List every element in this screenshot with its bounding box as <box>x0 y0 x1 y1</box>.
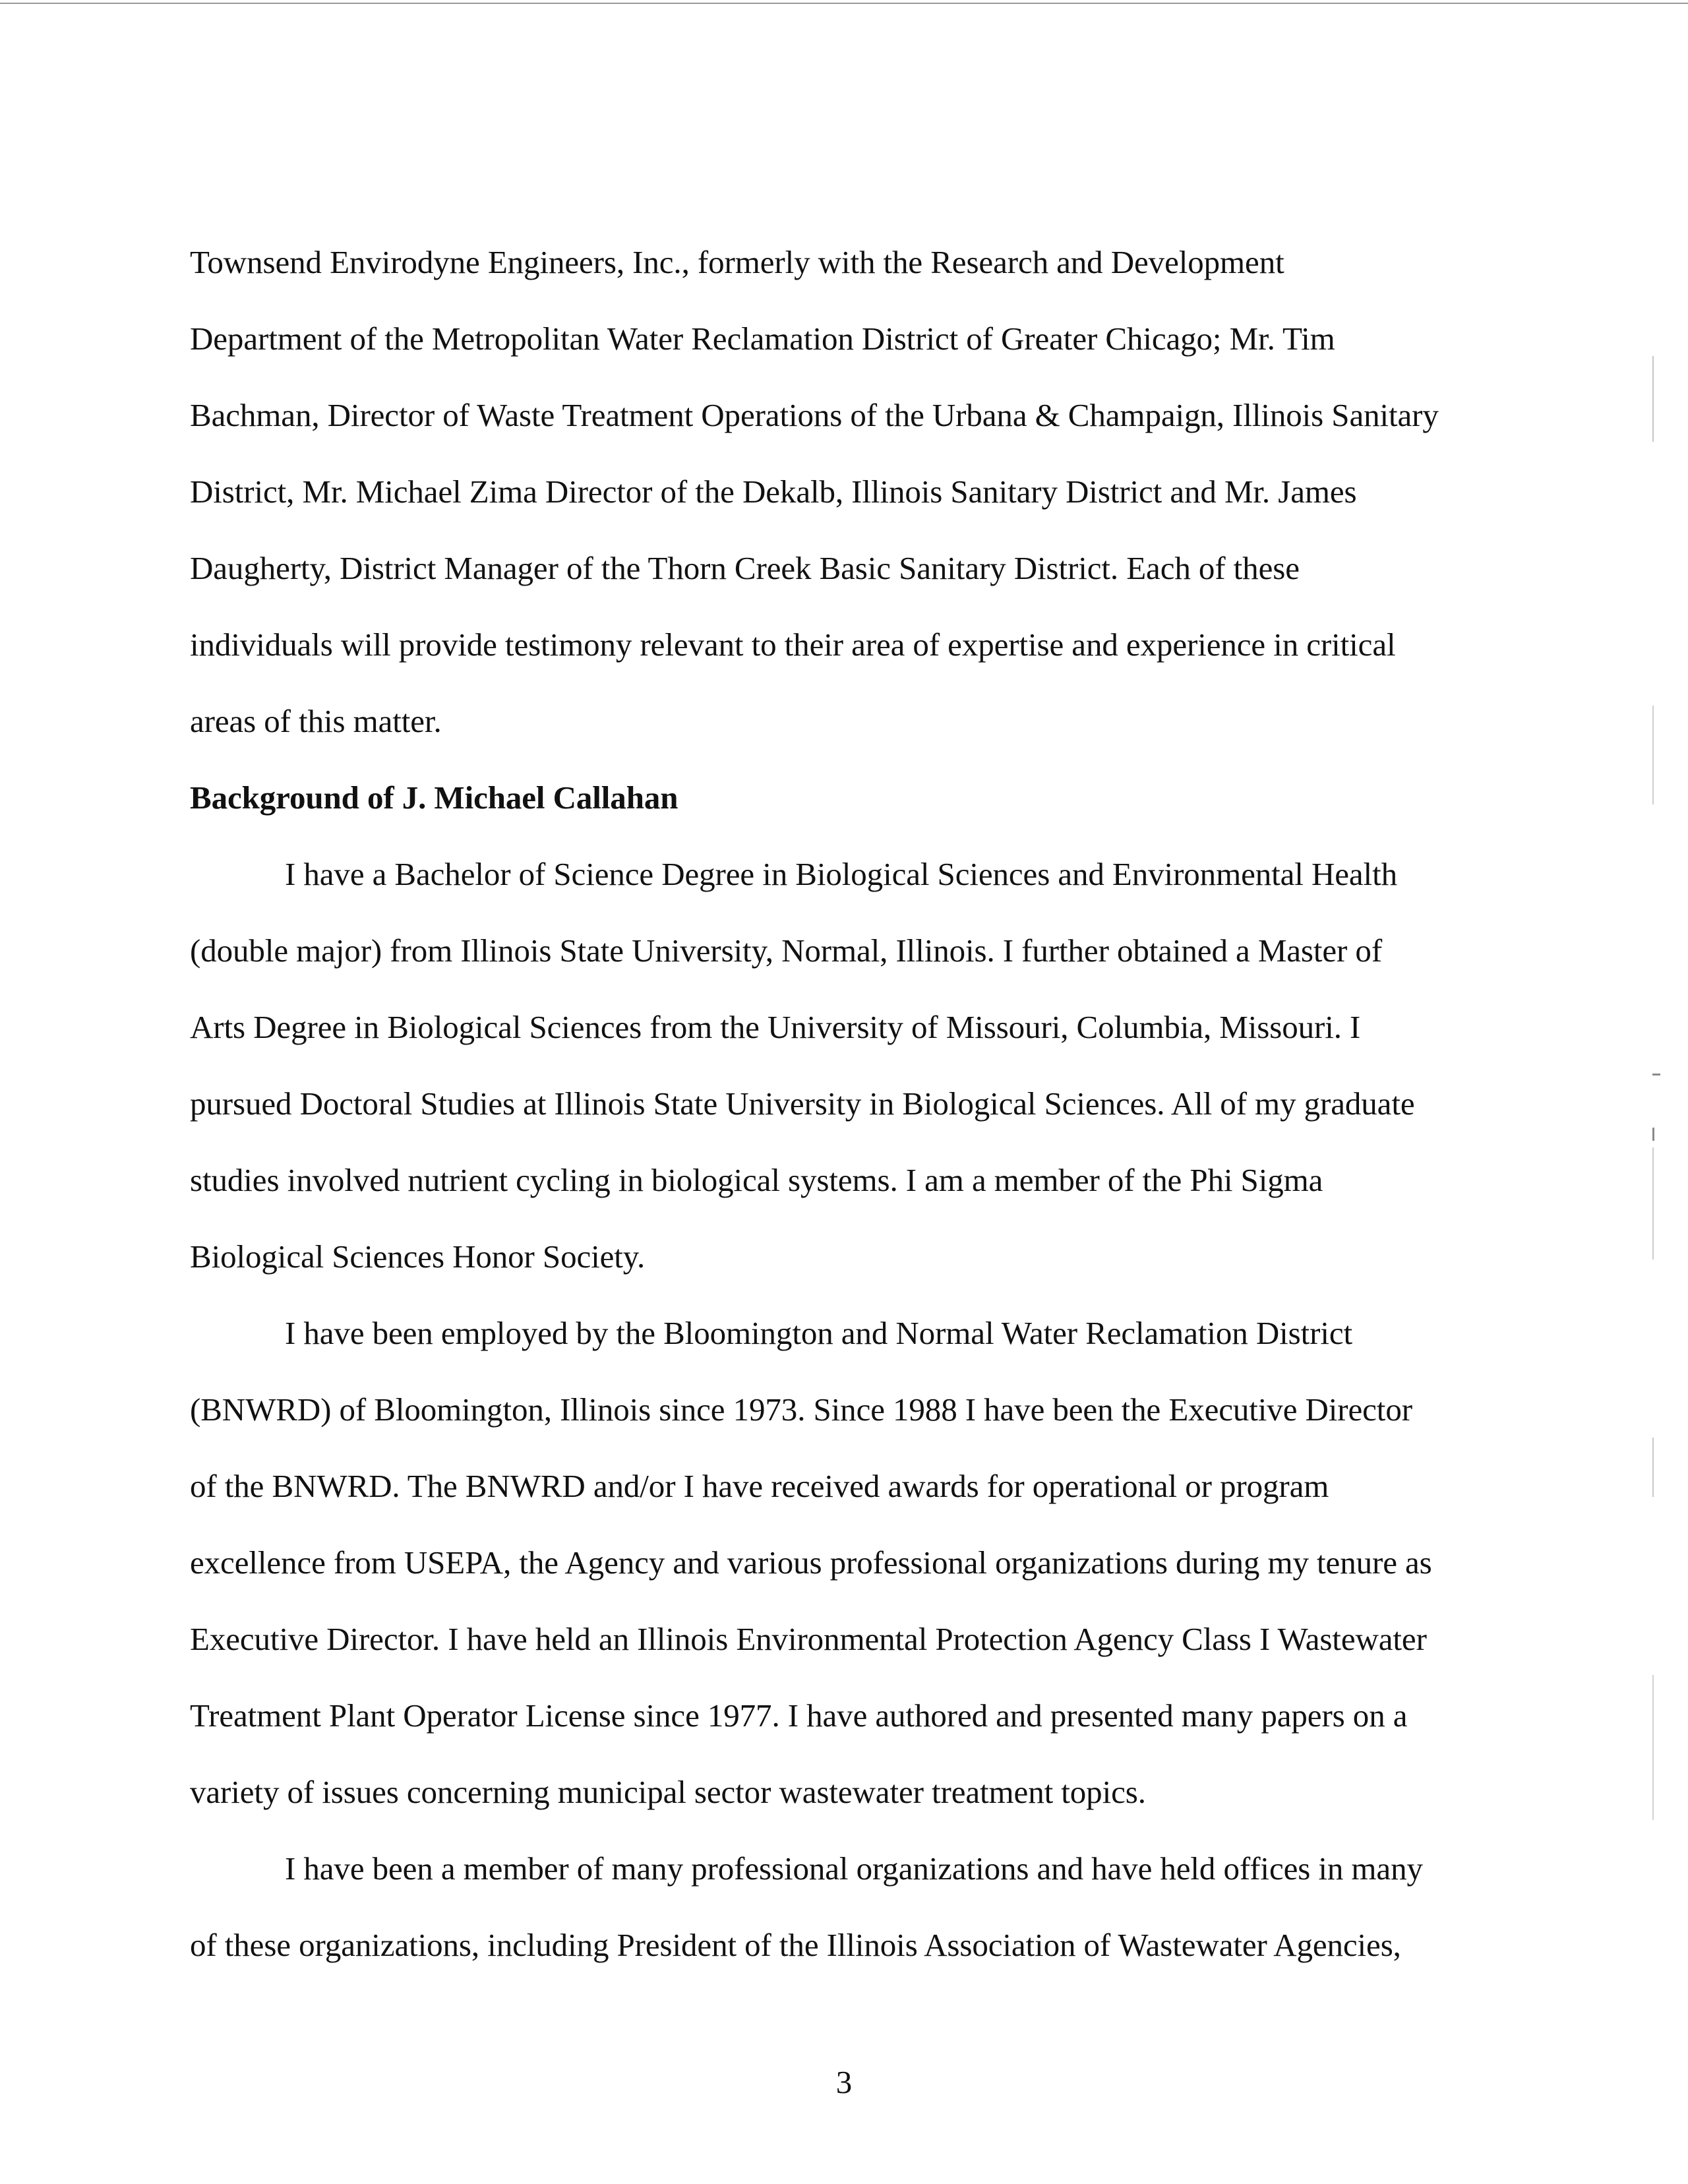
scan-artifact <box>1652 1675 1654 1820</box>
text-line: individuals will provide testimony relevant to their area of expertise and experience in critical <box>190 626 1396 663</box>
text-line: pursued Doctoral Studies at Illinois State University in Biological Sciences. All of my graduate <box>190 1085 1415 1122</box>
text-line: Bachman, Director of Waste Treatment Operations of the Urbana & Champaign, Illinois Sanitary <box>190 397 1439 433</box>
scan-top-edge <box>0 3 1688 4</box>
scan-artifact <box>1652 1438 1654 1497</box>
text-line: of the BNWRD. The BNWRD and/or I have received awards for operational or program <box>190 1468 1329 1504</box>
text-line: I have a Bachelor of Science Degree in Biological Sciences and Environmental Health <box>285 856 1397 892</box>
scan-artifact <box>1652 356 1654 442</box>
scan-artifact <box>1652 706 1654 804</box>
text-line: (double major) from Illinois State University, Normal, Illinois. I further obtained a Master of <box>190 932 1383 969</box>
scan-artifact <box>1652 1128 1654 1141</box>
text-line: excellence from USEPA, the Agency and various professional organizations during my tenure as <box>190 1544 1432 1581</box>
text-line: Department of the Metropolitan Water Reclamation District of Greater Chicago; Mr. Tim <box>190 320 1335 357</box>
text-line: variety of issues concerning municipal sector wastewater treatment topics. <box>190 1774 1146 1810</box>
text-line: (BNWRD) of Bloomington, Illinois since 1973. Since 1988 I have been the Executive Director <box>190 1391 1412 1428</box>
text-line: District, Mr. Michael Zima Director of the Dekalb, Illinois Sanitary District and Mr. James <box>190 473 1357 510</box>
section-heading: Background of J. Michael Callahan <box>190 779 678 816</box>
scan-artifact <box>1652 1074 1660 1076</box>
text-line: Daugherty, District Manager of the Thorn Creek Basic Sanitary District. Each of these <box>190 550 1300 586</box>
scan-artifact <box>1652 1147 1654 1259</box>
text-line: Treatment Plant Operator License since 1977. I have authored and presented many papers on a <box>190 1697 1408 1734</box>
text-line: Executive Director. I have held an Illinois Environmental Protection Agency Class I Wastewater <box>190 1621 1427 1657</box>
text-line: I have been a member of many professional organizations and have held offices in many <box>285 1850 1423 1887</box>
page-number: 3 <box>835 2064 853 2100</box>
text-line: Arts Degree in Biological Sciences from the University of Missouri, Columbia, Missouri. I <box>190 1009 1361 1045</box>
text-line: Townsend Envirodyne Engineers, Inc., formerly with the Research and Development <box>190 244 1284 280</box>
text-line: areas of this matter. <box>190 703 442 739</box>
text-line: of these organizations, including President of the Illinois Association of Wastewater Agencies, <box>190 1927 1401 1963</box>
text-line: studies involved nutrient cycling in biological systems. I am a member of the Phi Sigma <box>190 1162 1323 1198</box>
text-line: Biological Sciences Honor Society. <box>190 1238 646 1275</box>
text-line: I have been employed by the Bloomington and Normal Water Reclamation District <box>285 1315 1352 1351</box>
